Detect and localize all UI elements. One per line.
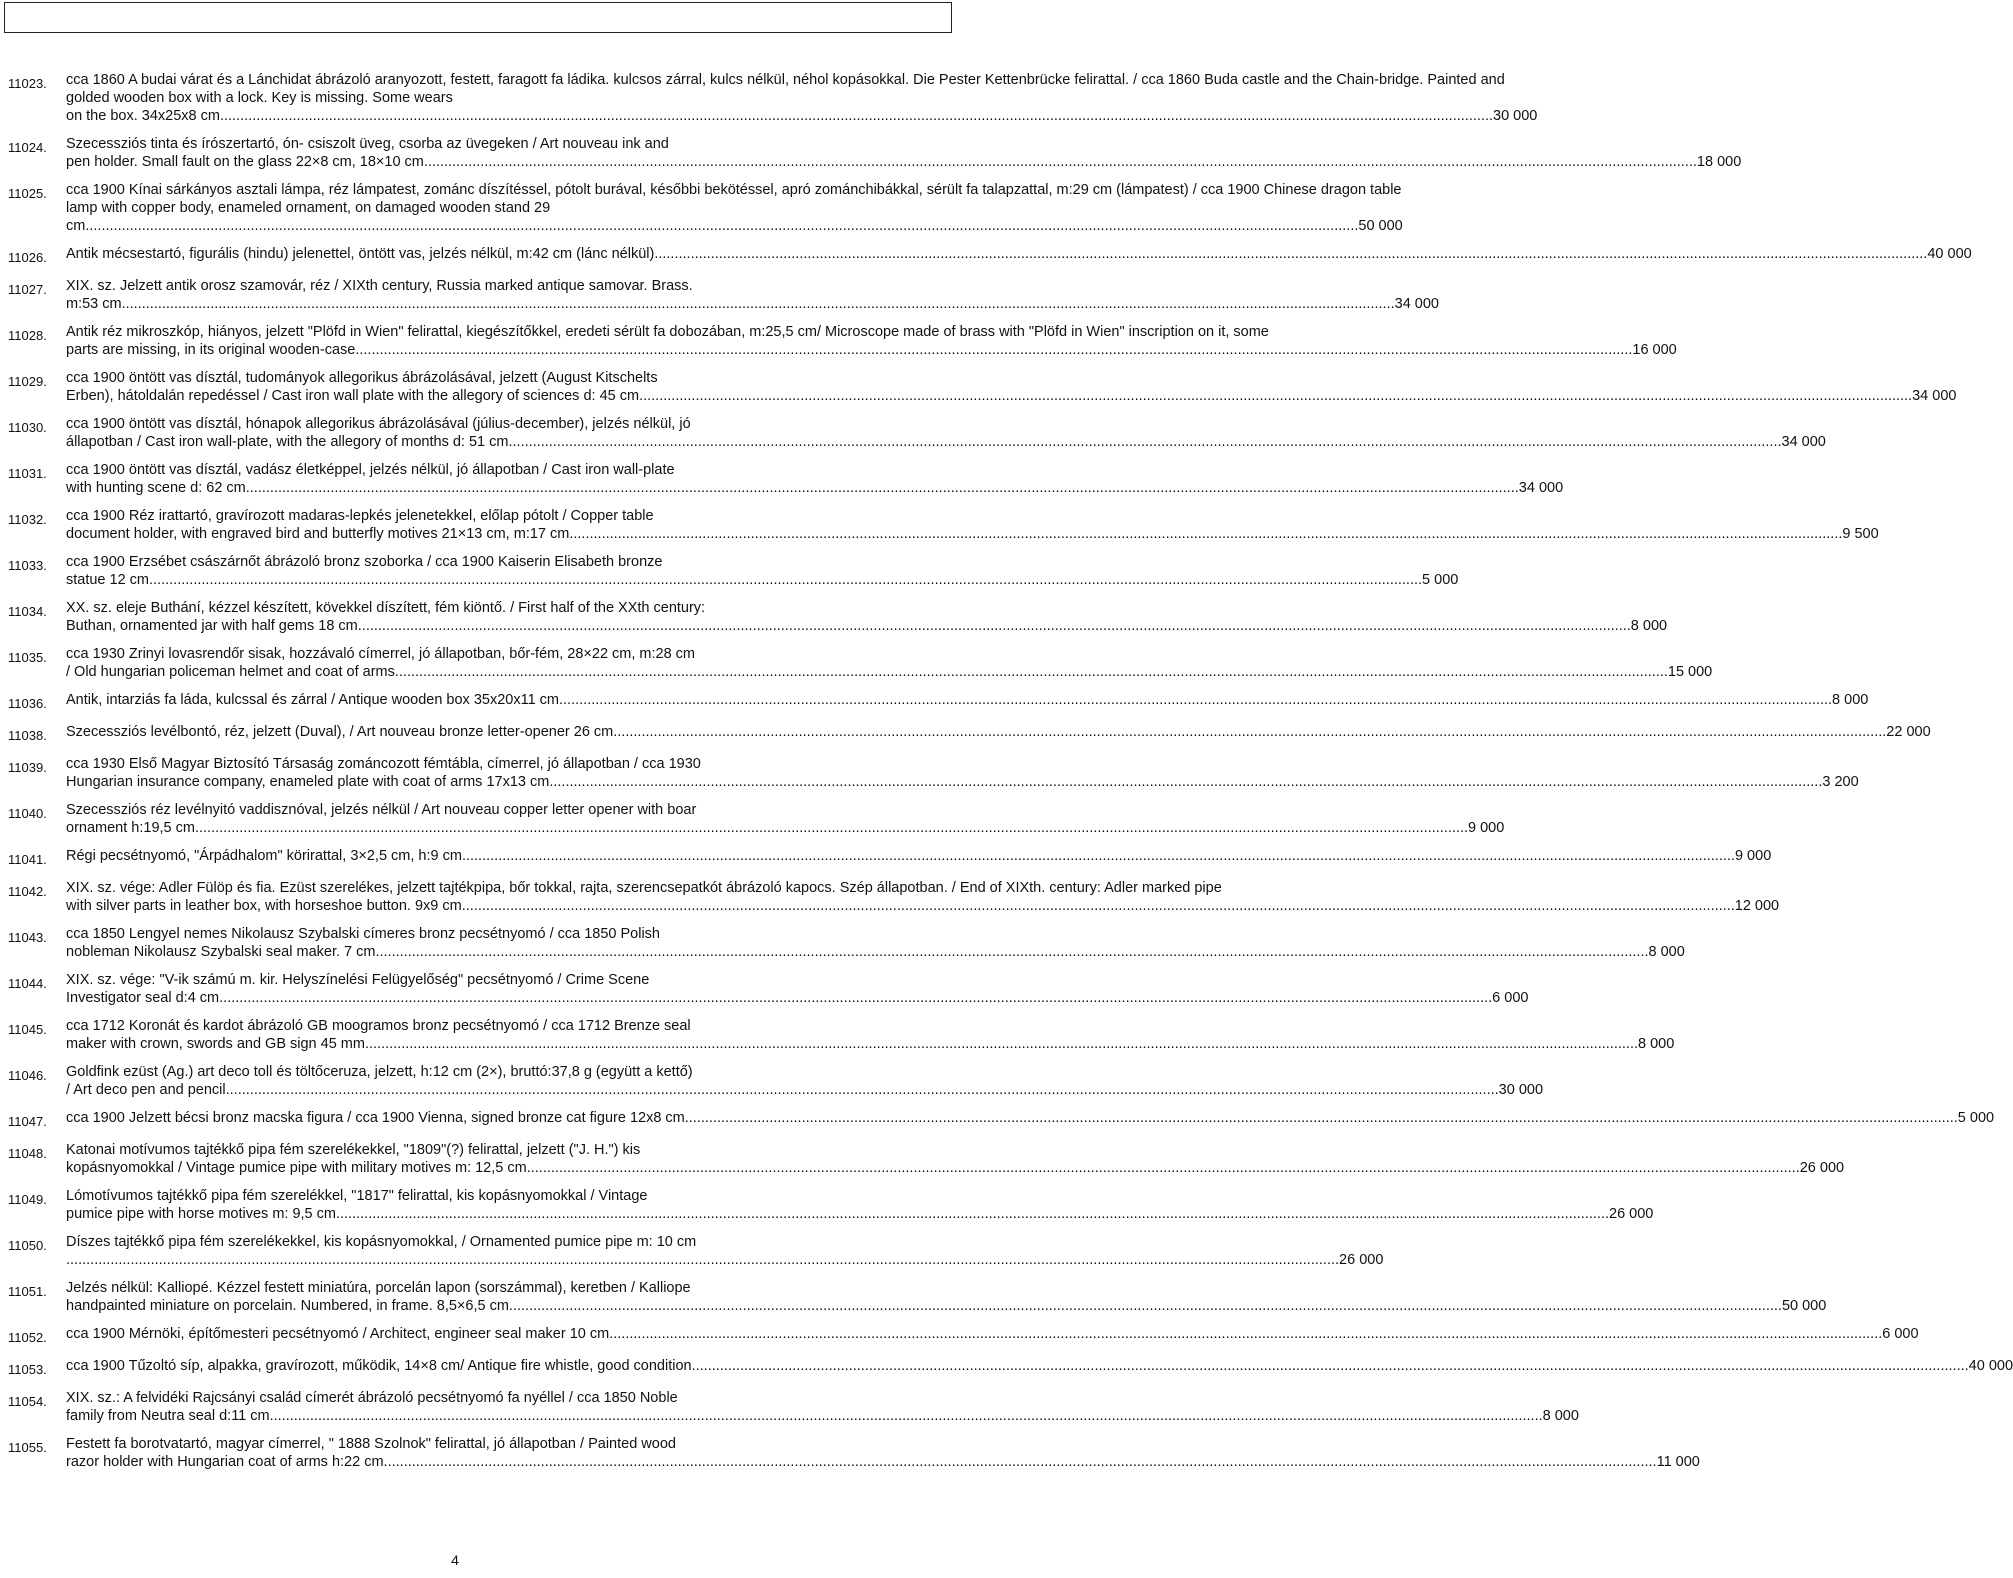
lot-price: 34 000	[1394, 296, 1439, 312]
dot-leader	[195, 819, 1468, 837]
lot-number: 11046.	[8, 1068, 47, 1083]
lot-price: 34 000	[1781, 434, 1826, 450]
lot-price: 8 000	[1648, 944, 1685, 960]
lot-price-line	[66, 1035, 1674, 1053]
lot-entry	[8, 245, 1972, 267]
lot-description	[66, 645, 1712, 681]
lot-description-end: with hunting scene d: 62 cm	[66, 480, 246, 496]
lot-number: 11027.	[8, 282, 47, 297]
lot-description-text: Festett fa borotvatartó, magyar címerrel, " 1888 Szolnok" felirattal, jó állapotban / Painted wood	[66, 1436, 676, 1452]
lot-price-line	[66, 295, 1439, 313]
lot-price: 3 200	[1822, 774, 1859, 790]
dot-leader	[569, 525, 1842, 543]
lot-description-text: Antik réz mikroszkóp, hiányos, jelzett "Plöfd in Wien" felirattal, kiegészítőkkel, eredeti sérült fa dobozában, m:25,5 cm/ Microscope made of brass with "Plöfd in Wien" inscription on it, some	[66, 324, 1269, 340]
lot-price: 9 000	[1734, 848, 1772, 864]
auction-lot-list	[8, 71, 2013, 1481]
lot-description	[66, 1063, 1543, 1099]
lot-description-end: document holder, with engraved bird and butterfly motives 21×13 cm, m:17 cm	[66, 526, 570, 542]
lot-entry	[8, 645, 1713, 681]
lot-description	[66, 507, 1879, 543]
lot-description-end: cca 1900 Tűzoltó síp, alpakka, gravírozott, működik, 14×8 cm/ Antique fire whistle, good condition.	[66, 1358, 696, 1374]
lot-entry	[8, 1279, 1827, 1315]
lot-price: 5 000	[1957, 1110, 1995, 1126]
lot-description-text: cca 1900 öntött vas dísztál, vadász életképpel, jelzés nélkül, jó állapotban / Cast iron wall-plate	[66, 462, 675, 478]
lot-number: 11045.	[8, 1022, 47, 1037]
lot-entry	[8, 1233, 1384, 1269]
lot-price: 34 000	[1912, 388, 1957, 404]
lot-price: 40 000	[1968, 1358, 2013, 1374]
dot-leader	[549, 773, 1822, 791]
lot-price-line	[66, 571, 1458, 589]
lot-description-text: Szecessziós tinta és írószertartó, ón- csiszolt üveg, csorba az üvegeken / Art nouveau ink and	[66, 136, 669, 152]
dot-leader	[559, 691, 1832, 709]
lot-description-end: pen holder. Small fault on the glass 22×8 cm, 18×10 cm	[66, 154, 424, 170]
lot-description-text: cca 1900 Kínai sárkányos asztali lámpa, réz lámpatest, zománc díszítéssel, pótolt burával, későbbi bekötéssel, apró zománchibákkal, sérült fa talapzattal, m:29 cm (lámpatest) / cca 1900 Chinese dragon table lamp with copper body, enameled ornament, on damaged wooden stand 29	[66, 182, 1402, 216]
lot-price: 26 000	[1609, 1206, 1654, 1222]
lot-description	[66, 71, 1537, 125]
lot-price: 18 000	[1696, 154, 1742, 170]
lot-price-line	[66, 479, 1563, 497]
lot-price: 22 000	[1886, 724, 1931, 740]
lot-description-end: állapotban / Cast iron wall-plate, with the allegory of months d: 51 cm	[66, 434, 509, 450]
dot-leader	[149, 571, 1422, 589]
lot-description-text: XIX. sz. vége: "V-ik számú m. kir. Helyszínelési Felügyelőség" pecsétnyomó / Crime Scene	[66, 972, 650, 988]
lot-description-end: / Old hungarian policeman helmet and coat of arms	[66, 664, 395, 680]
dot-leader	[358, 617, 1631, 635]
lot-entry	[8, 369, 1957, 405]
lot-price: 5 000	[1422, 572, 1459, 588]
lot-description	[66, 323, 1677, 359]
lot-description-end: Erben), hátoldalán repedéssel / Cast iron wall plate with the allegory of sciences d: 45 cm	[66, 388, 640, 404]
lot-entry	[8, 599, 1668, 635]
dot-leader	[336, 1205, 1609, 1223]
lot-entry	[8, 1389, 1579, 1425]
lot-description	[66, 755, 1859, 791]
lot-description-end: pumice pipe with horse motives m: 9,5 cm	[66, 1206, 336, 1222]
lot-description-end: Investigator seal d:4 cm	[66, 990, 220, 1006]
lot-description	[66, 879, 1779, 915]
lot-number: 11025.	[8, 186, 47, 201]
lot-entry	[8, 1187, 1654, 1223]
lot-number: 11050.	[8, 1238, 47, 1253]
lot-description	[66, 925, 1685, 961]
lot-description-text: cca 1850 Lengyel nemes Nikolausz Szybalski címeres bronz pecsétnyomó / cca 1850 Polish	[66, 926, 660, 942]
lot-number: 11042.	[8, 884, 47, 899]
lot-description	[66, 599, 1667, 635]
lot-price-line	[66, 691, 1868, 709]
dot-leader	[462, 847, 1735, 865]
lot-price: 8 000	[1542, 1408, 1579, 1424]
lot-description-end: nobleman Nikolausz Szybalski seal maker. 7 cm	[66, 944, 376, 960]
lot-description	[66, 135, 1741, 171]
lot-entry	[8, 1141, 1845, 1177]
lot-entry	[8, 1325, 1919, 1347]
lot-number: 11054.	[8, 1394, 47, 1409]
lot-price-line	[66, 819, 1504, 837]
lot-description-text: cca 1860 A budai várat és a Lánchidat ábrázoló aranyozott, festett, faragott fa ládika. kulcsos zárral, kulcs nélkül, néhol kopásokkal. Die Pester Kettenbrücke felirattal. / cca 1860 Buda castle and the Chain-bridge. Painted and golded wooden box with a lock. Key is missing. Some wears	[66, 72, 1505, 106]
lot-description-text: cca 1900 öntött vas dísztál, hónapok allegorikus ábrázolásával (július-december), jelzés nélkül, jó	[66, 416, 691, 432]
lot-number: 11043.	[8, 930, 47, 945]
lot-entry	[8, 755, 1859, 791]
lot-entry	[8, 135, 1742, 171]
lot-price: 6 000	[1882, 1326, 1919, 1342]
lot-price-line	[66, 1159, 1844, 1177]
lot-price: 8 000	[1638, 1036, 1675, 1052]
lot-description-end: ornament h:19,5 cm	[66, 820, 195, 836]
lot-description-end: Buthan, ornamented jar with half gems 18 cm	[66, 618, 358, 634]
lot-price: 8 000	[1630, 618, 1668, 634]
dot-leader	[696, 1357, 1969, 1375]
lot-number: 11032.	[8, 512, 47, 527]
lot-description-end: Szecessziós levélbontó, réz, jelzett (Duval), / Art nouveau bronze letter-opener 26 cm	[66, 724, 614, 740]
lot-entry	[8, 1063, 1544, 1099]
lot-description-text: Szecessziós réz levélnyitó vaddisznóval, jelzés nélkül / Art nouveau copper letter opener with boar	[66, 802, 697, 818]
lot-description	[66, 415, 1826, 451]
lot-number: 11049.	[8, 1192, 47, 1207]
lot-price: 9 000	[1468, 820, 1505, 836]
lot-entry	[8, 461, 1564, 497]
dot-leader	[508, 433, 1781, 451]
lot-number: 11033.	[8, 558, 47, 573]
lot-price-line	[66, 1453, 1700, 1471]
lot-entry	[8, 553, 1459, 589]
lot-description	[66, 971, 1528, 1007]
dot-leader	[85, 217, 1358, 235]
lot-description-end: handpainted miniature on porcelain. Numbered, in frame. 8,5×6,5 cm	[66, 1298, 509, 1314]
lot-description-text: XIX. sz.: A felvidéki Rajcsányi család címerét ábrázoló pecsétnyomó fa nyéllel / cca 1850 Noble	[66, 1390, 678, 1406]
lot-description	[66, 1017, 1674, 1053]
lot-description-text: XX. sz. eleje Buthání, kézzel készített, kövekkel díszített, fém kiöntő. / First half of the XXth century:	[66, 600, 706, 616]
lot-description	[66, 1325, 1919, 1347]
lot-entry	[8, 507, 1879, 543]
lot-entry	[8, 71, 1538, 125]
lot-number: 11035.	[8, 650, 47, 665]
lot-description-text: cca 1900 Réz irattartó, gravírozott madaras-lepkés jelenetekkel, előlap pótolt / Copper table	[66, 508, 654, 524]
lot-price: 6 000	[1492, 990, 1529, 1006]
lot-description-end: cm	[66, 218, 86, 234]
lot-description-end: / Art deco pen and pencil	[66, 1082, 226, 1098]
lot-price: 50 000	[1358, 218, 1403, 234]
lot-entry	[8, 1109, 1995, 1131]
lot-price-line	[66, 341, 1677, 359]
lot-price-line	[66, 847, 1771, 865]
lot-description-end: kopásnyomokkal / Vintage pumice pipe with military motives m: 12,5 cm	[66, 1160, 527, 1176]
lot-entry	[8, 879, 1780, 915]
lot-price-line	[66, 1081, 1543, 1099]
dot-leader	[527, 1159, 1800, 1177]
lot-price: 11 000	[1656, 1454, 1700, 1470]
dot-leader	[609, 1325, 1882, 1343]
lot-description-end: parts are missing, in its original wooden-case.	[66, 342, 360, 358]
lot-description-text: XIX. sz. Jelzett antik orosz szamovár, réz / XIXth century, Russia marked antique samovar. Brass.	[66, 278, 693, 294]
lot-price: 30 000	[1493, 108, 1538, 124]
dot-leader	[226, 1081, 1499, 1099]
lot-number: 11023.	[8, 76, 47, 91]
lot-number: 11041.	[8, 852, 47, 867]
dot-leader	[395, 663, 1668, 681]
lot-description-text: Goldfink ezüst (Ag.) art deco toll és töltőceruza, jelzett, h:12 cm (2×), bruttó:37,8 g (együtt a kettő)	[66, 1064, 693, 1080]
lot-description	[66, 1435, 1700, 1471]
lot-price-line	[66, 1251, 1383, 1269]
lot-entry	[8, 181, 1403, 235]
lot-entry	[8, 971, 1529, 1007]
lot-price: 15 000	[1667, 664, 1713, 680]
lot-price-line	[66, 107, 1537, 125]
lot-entry	[8, 723, 1931, 745]
lot-description	[66, 181, 1403, 235]
lot-description-end: with silver parts in leather box, with horseshoe button. 9x9 cm	[66, 898, 462, 914]
lot-number: 11036.	[8, 696, 47, 711]
lot-description-text: cca 1930 Első Magyar Biztosító Társaság zománcozott fémtábla, címerrel, jó állapotban / cca 1930	[66, 756, 701, 772]
dot-leader	[66, 1251, 1339, 1269]
lot-description-text: Díszes tajtékkő pipa fém szerelékekkel, kis kopásnyomokkal, / Ornamented pumice pipe m: 10 cm	[66, 1234, 697, 1250]
lot-price-line	[66, 153, 1741, 171]
lot-price: 34 000	[1518, 480, 1564, 496]
dot-leader	[685, 1109, 1958, 1127]
lot-number: 11055.	[8, 1440, 47, 1455]
lot-number: 11026.	[8, 250, 47, 265]
lot-description-end: m:53 cm	[66, 296, 122, 312]
dot-leader	[359, 341, 1632, 359]
lot-description-end: maker with crown, swords and GB sign 45 mm	[66, 1036, 365, 1052]
lot-price: 50 000	[1781, 1298, 1827, 1314]
lot-description-end: razor holder with Hungarian coat of arms h:22 cm	[66, 1454, 384, 1470]
lot-price-line	[66, 989, 1528, 1007]
lot-description-text: cca 1930 Zrinyi lovasrendőr sisak, hozzávaló címerrel, jó állapotban, bőr-fém, 28×22 cm, m:28 cm	[66, 646, 696, 662]
lot-description	[66, 723, 1931, 745]
lot-number: 11044.	[8, 976, 47, 991]
lot-description	[66, 1357, 2013, 1379]
lot-description-end: Hungarian insurance company, enameled plate with coat of arms 17x13 cm	[66, 774, 550, 790]
lot-price-line	[66, 1357, 2013, 1375]
lot-description-text: XIX. sz. vége: Adler Fülöp és fia. Ezüst szerelékes, jelzett tajtékpipa, bőr tokkal, rajta, szerencsepatkót ábrázoló kapocs. Szép állapotban. / End of XIXth. century: Adler marked pipe	[66, 880, 1222, 896]
dot-leader	[384, 1453, 1657, 1471]
lot-entry	[8, 691, 1869, 713]
lot-price: 30 000	[1498, 1082, 1544, 1098]
lot-entry	[8, 1435, 1700, 1471]
lot-description	[66, 801, 1504, 837]
lot-number: 11028.	[8, 328, 47, 343]
lot-description	[66, 1389, 1579, 1425]
lot-price-line	[66, 723, 1931, 741]
lot-description-end: family from Neutra seal d:11 cm	[66, 1408, 270, 1424]
dot-leader	[462, 897, 1735, 915]
lot-description	[66, 245, 1972, 267]
lot-number: 11051.	[8, 1284, 47, 1299]
lot-number: 11038.	[8, 728, 47, 743]
lot-price-line	[66, 663, 1712, 681]
dot-leader	[270, 1407, 1543, 1425]
lot-price: 26 000	[1799, 1160, 1845, 1176]
dot-leader	[639, 387, 1912, 405]
lot-entry	[8, 801, 1505, 837]
lot-description	[66, 277, 1439, 313]
lot-entry	[8, 415, 1826, 451]
lot-description-text: Lómotívumos tajtékkő pipa fém szerelékkel, "1817" felirattal, kis kopásnyomokkal / Vintage	[66, 1188, 648, 1204]
lot-price: 9 500	[1842, 526, 1879, 542]
lot-entry	[8, 277, 1439, 313]
lot-description-text: cca 1900 öntött vas dísztál, tudományok allegorikus ábrázolásával, jelzett (August Kitschelts	[66, 370, 658, 386]
lot-price-line	[66, 897, 1779, 915]
lot-description-end: on the box. 34x25x8 cm	[66, 108, 220, 124]
lot-description	[66, 847, 1771, 869]
dot-leader	[219, 989, 1492, 1007]
lot-entry	[8, 1357, 2013, 1379]
lot-number: 11029.	[8, 374, 47, 389]
lot-number: 11053.	[8, 1362, 47, 1377]
lot-description	[66, 1109, 1994, 1131]
lot-number: 11024.	[8, 140, 47, 155]
lot-number: 11031.	[8, 466, 47, 481]
lot-description-end: cca 1900 Mérnöki, építőmesteri pecsétnyomó / Architect, engineer seal maker 10 cm	[66, 1326, 610, 1342]
lot-price-line	[66, 1205, 1653, 1223]
lot-description-text: cca 1900 Erzsébet császárnőt ábrázoló bronz szoborka / cca 1900 Kaiserin Elisabeth bronze	[66, 554, 663, 570]
lot-price-line	[66, 1297, 1826, 1315]
lot-price: 8 000	[1832, 692, 1869, 708]
lot-number: 11040.	[8, 806, 47, 821]
lot-entry	[8, 1017, 1675, 1053]
lot-number: 11047.	[8, 1114, 47, 1129]
lot-price-line	[66, 1407, 1579, 1425]
lot-number: 11052.	[8, 1330, 47, 1345]
lot-description	[66, 691, 1868, 713]
lot-price-line	[66, 943, 1685, 961]
lot-description-end: Antik mécsestartó, figurális (hindu) jelenettel, öntött vas, jelzés nélkül, m:42 cm (lánc nélkül)	[66, 246, 655, 262]
lot-description	[66, 1187, 1653, 1223]
lot-description	[66, 461, 1563, 497]
lot-price: 26 000	[1339, 1252, 1384, 1268]
lot-price: 12 000	[1734, 898, 1780, 914]
lot-description	[66, 1233, 1383, 1269]
lot-entry	[8, 925, 1685, 961]
lot-description	[66, 1279, 1826, 1315]
dot-leader	[613, 723, 1886, 741]
dot-leader	[375, 943, 1648, 961]
lot-entry	[8, 847, 1772, 869]
lot-price: 40 000	[1927, 246, 1972, 262]
lot-price-line	[66, 1109, 1994, 1127]
lot-price-line	[66, 217, 1403, 235]
header-frame	[4, 2, 952, 33]
dot-leader	[509, 1297, 1782, 1315]
lot-price-line	[66, 1325, 1919, 1343]
lot-number: 11039.	[8, 760, 47, 775]
lot-description-end: Antik, intarziás fa láda, kulcssal és zárral / Antique wooden box 35x20x11 cm	[66, 692, 559, 708]
dot-leader	[654, 245, 1927, 263]
lot-description-text: Jelzés nélkül: Kalliopé. Kézzel festett miniatúra, porcelán lapon (sorszámmal), keretben / Kalliope	[66, 1280, 691, 1296]
dot-leader	[424, 153, 1697, 171]
dot-leader	[246, 479, 1519, 497]
lot-price-line	[66, 617, 1667, 635]
lot-price-line	[66, 773, 1859, 791]
lot-number: 11048.	[8, 1146, 47, 1161]
lot-price-line	[66, 245, 1972, 263]
lot-description-end: cca 1900 Jelzett bécsi bronz macska figura / cca 1900 Vienna, signed bronze cat figure 12x8 cm	[66, 1110, 685, 1126]
lot-description-text: Katonai motívumos tajtékkő pipa fém szerelékekkel, "1809"(?) felirattal, jelzett ("J. H.") kis	[66, 1142, 641, 1158]
lot-description	[66, 553, 1458, 589]
lot-price-line	[66, 387, 1956, 405]
dot-leader	[220, 107, 1493, 125]
lot-description-text: cca 1712 Koronát és kardot ábrázoló GB moogramos bronz pecsétnyomó / cca 1712 Brenze seal	[66, 1018, 691, 1034]
lot-price: 16 000	[1632, 342, 1677, 358]
lot-description	[66, 1141, 1844, 1177]
lot-description-end: Régi pecsétnyomó, "Árpádhalom" körirattal, 3×2,5 cm, h:9 cm	[66, 848, 462, 864]
lot-number: 11034.	[8, 604, 47, 619]
dot-leader	[122, 295, 1395, 313]
lot-price-line	[66, 433, 1826, 451]
dot-leader	[365, 1035, 1638, 1053]
lot-number: 11030.	[8, 420, 47, 435]
lot-entry	[8, 323, 1677, 359]
lot-description	[66, 369, 1956, 405]
page-number: 4	[451, 1552, 459, 1568]
lot-description-end: statue 12 cm	[66, 572, 150, 588]
lot-price-line	[66, 525, 1879, 543]
